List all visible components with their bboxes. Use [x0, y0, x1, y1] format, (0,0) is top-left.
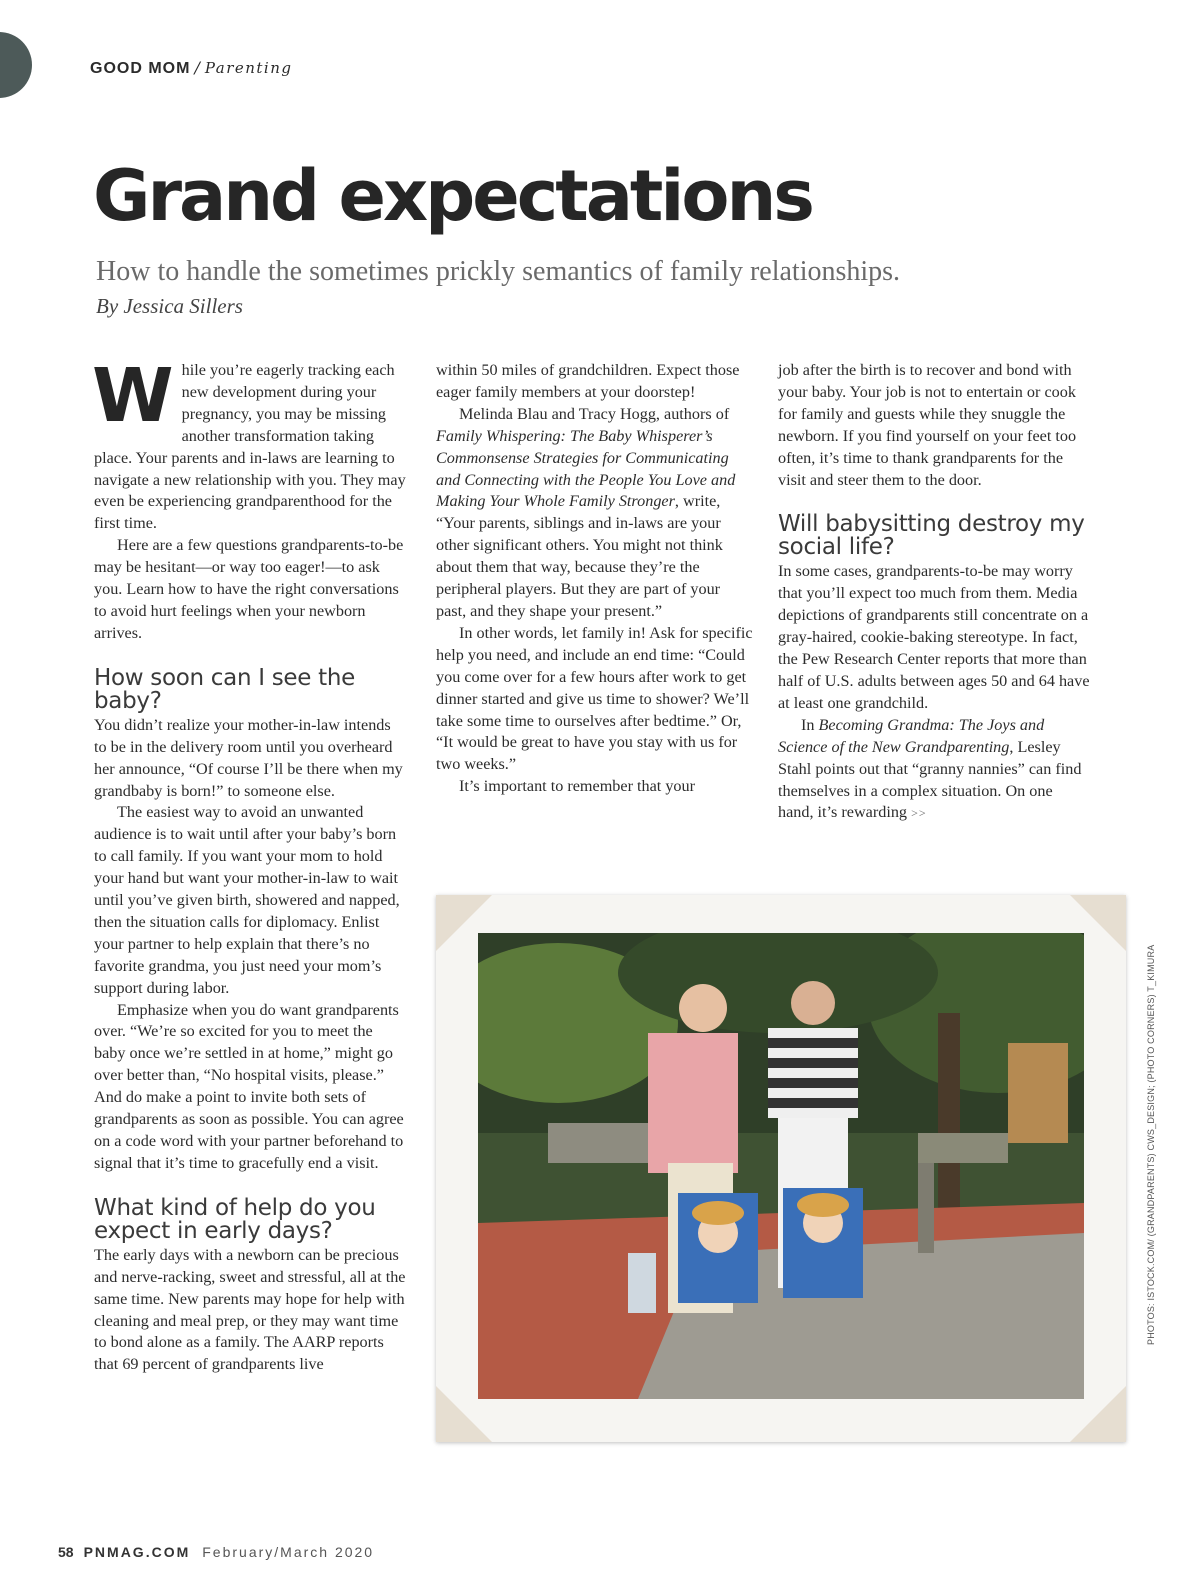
body-paragraph: The easiest way to avoid an unwanted audience is to wait until after your baby’s born to call family. If you want your mom to hold your hand but want your mother-in-law to wait until you’ve given birth, showered and napped, then the situation calls for diplomacy. Enlist your partner to help explain that there’s no favorite grandma, you just need your mom’s support during labor. [94, 803, 400, 997]
book-title: Becoming Grandma: The Joys and Science of the New Grandparenting [778, 715, 1045, 756]
site-url: PNMAG.COM [83, 1544, 191, 1560]
continued-marker: >> [911, 806, 927, 821]
issue-date: February/March 2020 [202, 1544, 375, 1560]
section-label [90, 58, 293, 78]
photo-credit: PHOTOS: ISTOCK.COM/ (GRANDPARENTS) CWS_DESIGN; (PHOTO CORNERS) T_KIMURA [1146, 944, 1156, 1345]
body-paragraph: within 50 miles of grandchildren. Expect those eager family members at your doorstep! [436, 361, 740, 401]
body-text: In [801, 715, 819, 734]
book-title: Family Whispering: The Baby Whisperer’s Commonsense Strategies for Communicating and Connecting with the People You Love and Making Your Whole Family Stronger [436, 426, 736, 511]
article-column-1 [92, 353, 406, 1376]
section-separator: / [194, 58, 201, 77]
section-name: GOOD MOM [90, 60, 191, 77]
body-paragraph: It’s important to remember that your [459, 777, 696, 796]
subhead-early-days: What kind of help do you expect in early days? [94, 1194, 376, 1244]
article-byline: By Jessica Sillers [96, 294, 243, 318]
body-paragraph: Emphasize when you do want grandparents over. “We’re so excited for you to meet the baby once we’re settled in at home,” might go over better than, “No hospital visits, please.” And do make a point to invite both sets of grandparents as soon as possible. You can agree on a code word with your partner beforehand to signal that it’s time to gracefully end a visit. [94, 1000, 404, 1172]
body-paragraph: The early days with a newborn can be precious and nerve-racking, sweet and stressful, all at the same time. New parents may hope for help with cleaning and meal prep, or they may want time to bond alone as a family. The AARP reports that 69 percent of grandparents live [94, 1245, 406, 1374]
subhead-see-baby: How soon can I see the baby? [94, 664, 355, 714]
body-paragraph: In other words, let family in! Ask for specific help you need, and include an end time: “Could you come over for a few hours after work to get dinner started and give us time to shower? We’ll take some time to ourselves after bedtime.” Or, “It would be great to have you stay with us for two weeks.” [436, 623, 753, 774]
article-headline: Grand expectations [93, 155, 812, 237]
article-column-2 [436, 360, 754, 798]
page-number: 58 [58, 1544, 74, 1560]
subhead-babysitting: Will babysitting destroy my social life? [778, 511, 1085, 561]
body-text: , write, “Your parents, siblings and in-laws are your other significant others. You might not think about them that way, because they’re the peripheral players. But they are part of your past, and they shape your present.” [436, 492, 723, 620]
photo-print-frame [436, 895, 1126, 1442]
grandparents-photo [478, 933, 1084, 1399]
article-dek: How to handle the sometimes prickly semantics of family relationships. [96, 256, 901, 287]
body-paragraph: You didn’t realize your mother-in-law intends to be in the delivery room until you overheard her announce, “Of course I’ll be there when my grandbaby is born!” to someone else. [94, 715, 403, 800]
subsection-name: Parenting [204, 59, 293, 77]
intro-paragraph [92, 353, 406, 535]
section-tab-marker [0, 32, 32, 98]
article-column-3 [778, 360, 1092, 825]
body-paragraph: job after the birth is to recover and bond with your baby. Your job is not to entertain or cook for family and guests while they snuggle the newborn. If you find yourself on your feet too often, it’s time to thank grandparents for the visit and steer them to the door. [778, 361, 1077, 489]
body-paragraph: In some cases, grandparents-to-be may worry that you’ll expect too much from them. Media depictions of grandparents still concentrate on a gray-haired, cookie-baking stereotype. In fact, the Pew Research Center reports that more than half of U.S. adults between ages 50 and 64 have at least one grandchild. [778, 562, 1090, 712]
grandparents-illustration [478, 933, 1084, 1399]
body-text: Melinda Blau and Tracy Hogg, authors of [459, 404, 730, 423]
body-text: , Lesley Stahl points out that “granny nannies” can find themselves in a complex situation. On one hand, it’s rewarding [778, 737, 1082, 822]
body-paragraph: Here are a few questions grandparents-to-be may be hesitant—or way too eager!—to ask you. Learn how to have the right conversations to avoid hurt feelings when your newborn arrives. [94, 536, 404, 642]
intro-text: hile you’re eagerly tracking each new development during your pregnancy, you may be missing another transformation taking place. Your parents and in-laws are learning to navigate a new relationship with you. They may even be experiencing grandparenthood for the first time. [94, 361, 406, 533]
body-paragraph [778, 715, 1092, 826]
page-footer [58, 1544, 374, 1560]
drop-cap: W [92, 353, 174, 439]
body-paragraph [436, 404, 754, 623]
